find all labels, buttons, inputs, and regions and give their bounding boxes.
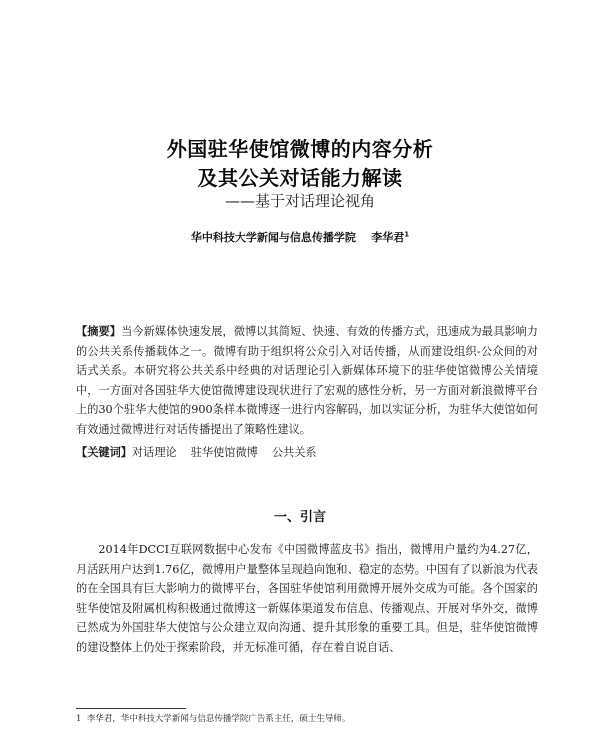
- author-name: 李华君: [371, 231, 405, 244]
- paper-title-line1: 外国驻华使馆微博的内容分析: [166, 137, 434, 161]
- keywords-label: 【关键词】: [76, 446, 132, 459]
- abstract: [76, 322, 538, 439]
- footnote-text: 李华君，华中科技大学新闻与信息传播学院广告系主任，硕士生导师。: [86, 714, 351, 724]
- footnote: [76, 713, 538, 725]
- author-footnote-mark: 1: [404, 230, 410, 239]
- body-paragraph: 2014年DCCI互联网数据中心发布《中国微博蓝皮书》指出，微博用户量约为4.27亿，月活跃用户达到1.76亿，微博用户量整体呈现趋向饱和、稳定的态势。中国有了以新浪为代表的在全国具有巨大影响力的微博平台，各国驻华使馆利用微博开展外交成为可能。各个国家的驻华使馆及附属机构积极通过微博这一新媒体渠道发布信息、传播观点、开展对华外交，微博已然成为外国驻华大使馆与公众建立双向沟通、提升其形象的重要工具。但是，驻华使馆微博的建设整体上仍处于探索阶段，并无标准可循，存在着自说自话、: [76, 543, 538, 654]
- keyword-item: 驻华使馆微博: [190, 446, 258, 459]
- abstract-text: 当今新媒体快速发展，微博以其简短、快速、有效的传播方式，迅速成为最具影响力的公共关系传播载体之一。微博有助于组织将公众引入对话传播，从而建设组织-公众间的对话式关系。本研究将公共关系中经典的对话理论引入新媒体环境下的驻华使馆微博公关情境中，一方面对各国驻华大使馆微博建设现状进行了宏观的感性分析，另一方面对新浪微博平台上的30个驻华大使馆的900条样本微博逐一进行内容解码，加以实证分析，为驻华大使馆如何有效通过微博进行对话传播提出了策略性建议。: [76, 325, 538, 436]
- keyword-item: 对话理论: [131, 446, 177, 459]
- keywords: [76, 443, 538, 462]
- affiliation: 华中科技大学新闻与信息传播学院: [190, 231, 356, 244]
- section-heading: 一、引言: [273, 510, 326, 525]
- footnote-divider: [76, 708, 186, 709]
- paper-subtitle: ——基于对话理论视角: [224, 192, 375, 210]
- keyword-item: 公共关系: [271, 446, 317, 459]
- author-line: [0, 229, 600, 245]
- footnote-mark: 1: [76, 714, 82, 724]
- abstract-label: 【摘要】: [76, 325, 122, 338]
- paper-title-line2: 及其公关对话能力解读: [197, 166, 403, 190]
